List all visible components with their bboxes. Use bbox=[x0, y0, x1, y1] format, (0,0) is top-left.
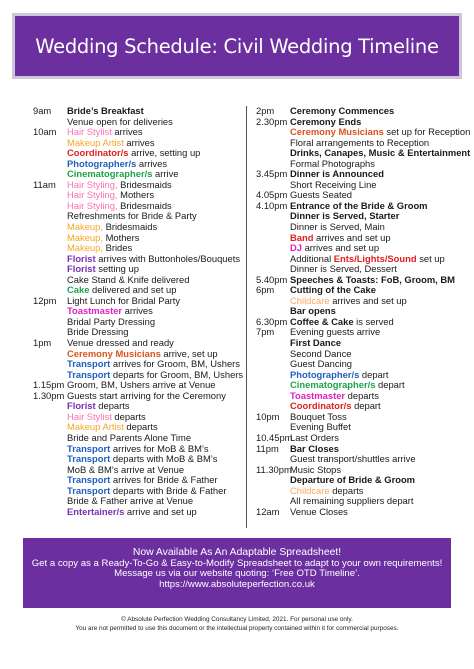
row-time bbox=[256, 359, 290, 370]
row-text: Evening Buffet bbox=[290, 421, 351, 433]
schedule-left-column bbox=[33, 105, 244, 517]
row-text: All remaining suppliers depart bbox=[290, 495, 414, 507]
row-time bbox=[33, 211, 67, 222]
row-text: Mothers bbox=[117, 189, 155, 201]
row-time: 10pm bbox=[256, 410, 280, 422]
row-time bbox=[33, 486, 67, 497]
supplier-label: Hair Styling, bbox=[67, 189, 118, 201]
schedule-row bbox=[256, 349, 464, 360]
schedule-row bbox=[33, 317, 233, 328]
row-time: 4.05pm bbox=[256, 189, 288, 201]
row-time bbox=[256, 127, 290, 138]
usage-notice: You are not permitted to use this document or the intellectual property contained within it for commercial purposes. bbox=[75, 625, 399, 632]
supplier-label: Cinematographer/s bbox=[67, 168, 153, 180]
row-text: Bride’s Breakfast bbox=[67, 105, 144, 116]
row-time bbox=[33, 433, 67, 444]
row-time bbox=[256, 380, 290, 391]
supplier-label: Makeup Artist bbox=[67, 136, 124, 148]
row-text: Short Receiving Line bbox=[290, 178, 377, 190]
supplier-label: Florist bbox=[67, 400, 96, 412]
row-text: arrives and set up bbox=[313, 231, 391, 243]
row-time: 11pm bbox=[256, 442, 279, 454]
promo-box bbox=[23, 538, 451, 608]
row-time bbox=[33, 444, 67, 455]
supplier-label: Makeup Artist bbox=[67, 421, 124, 433]
row-time: 11.30pm bbox=[256, 463, 292, 475]
row-time bbox=[256, 391, 290, 402]
row-text: Second Dance bbox=[290, 347, 352, 359]
row-text: Bouquet Toss bbox=[290, 410, 347, 422]
row-text: Groom, BM, Ushers arrive at Venue bbox=[67, 379, 216, 391]
row-time bbox=[33, 507, 67, 518]
row-text: Entrance of the Bride & Groom bbox=[290, 199, 428, 211]
row-time bbox=[256, 222, 290, 233]
row-text: arrives bbox=[122, 305, 153, 317]
row-text: Dinner is Announced bbox=[290, 168, 384, 180]
supplier-label: Ents/Lights/Sound bbox=[333, 252, 417, 264]
row-text: arrives bbox=[136, 157, 168, 169]
row-text: Refreshments for Bride & Party bbox=[67, 210, 197, 222]
row-text: Venue Closes bbox=[290, 505, 348, 517]
row-time: 11am bbox=[33, 178, 56, 190]
row-time: 6.30pm bbox=[256, 315, 288, 327]
row-time bbox=[256, 486, 290, 497]
row-text: Evening guests arrive bbox=[290, 326, 381, 338]
row-text: Departure of Bride & Groom bbox=[290, 474, 416, 486]
schedule-row bbox=[256, 507, 464, 518]
row-text: Bridesmaids bbox=[102, 221, 158, 233]
row-text: arrives for MoB & BM’s bbox=[110, 442, 209, 454]
row-text: depart bbox=[359, 368, 389, 380]
supplier-label: Hair Styling, bbox=[67, 178, 118, 190]
schedule-row bbox=[256, 296, 464, 307]
schedule-row bbox=[256, 327, 464, 338]
row-time bbox=[33, 317, 67, 328]
row-time: 2.30pm bbox=[256, 115, 288, 127]
row-text: arrive, setting up bbox=[128, 147, 201, 159]
supplier-label: Transport bbox=[67, 442, 111, 454]
row-time: 12am bbox=[256, 505, 280, 517]
row-text: Guest Dancing bbox=[290, 358, 353, 370]
supplier-label: Hair Stylist bbox=[67, 126, 112, 138]
row-time: 9am bbox=[33, 105, 52, 116]
row-text: Formal Photographs bbox=[290, 157, 375, 169]
supplier-label: Toastmaster bbox=[67, 305, 123, 317]
row-text: Guests Seated bbox=[290, 189, 353, 201]
row-text: Music Stops bbox=[290, 463, 342, 475]
schedule-row bbox=[256, 433, 464, 444]
row-text: Bridesmaids bbox=[117, 199, 172, 211]
supplier-label: Makeup, bbox=[67, 242, 103, 254]
row-time: 6pm bbox=[256, 284, 275, 296]
row-time bbox=[33, 159, 67, 170]
supplier-label: Makeup, bbox=[67, 231, 103, 243]
row-time: 7pm bbox=[256, 326, 275, 338]
row-text: MoB & BM’s arrive at Venue bbox=[67, 463, 185, 475]
row-text: arrives bbox=[111, 126, 143, 138]
row-text: Ceremony Ends bbox=[290, 115, 362, 127]
row-text: Cutting of the Cake bbox=[290, 284, 376, 296]
promo-message: Message us via our website quoting: ‘Free OTD Timeline’. bbox=[114, 568, 360, 580]
row-text: delivered and set up bbox=[89, 284, 177, 296]
supplier-label: Toastmaster bbox=[290, 389, 346, 401]
row-time: 10.45pm bbox=[256, 431, 293, 443]
title-banner bbox=[12, 13, 462, 79]
row-time bbox=[256, 233, 290, 244]
row-text: departs bbox=[329, 484, 364, 496]
row-text: is served bbox=[353, 315, 394, 327]
row-time bbox=[256, 338, 290, 349]
copyright-text: © Absolute Perfection Wedding Consultancy Limited, 2021. For personal use only. bbox=[121, 616, 353, 623]
supplier-label: DJ bbox=[290, 242, 302, 254]
supplier-label: Transport bbox=[67, 358, 111, 370]
promo-text: Get a copy as a Ready-To-Go & Easy-to-Modify Spreadsheet to adapt to your own requirements! bbox=[31, 557, 443, 569]
row-text: arrive and set up bbox=[124, 505, 197, 517]
row-time bbox=[256, 370, 290, 381]
row-text: depart bbox=[375, 379, 405, 391]
row-time bbox=[33, 190, 67, 201]
supplier-label: Cake bbox=[67, 284, 90, 296]
row-text: departs bbox=[111, 410, 146, 422]
row-text: Guest transport/shuttles arrive bbox=[290, 453, 416, 465]
supplier-label: Ceremony Musicians bbox=[67, 347, 161, 359]
schedule-row bbox=[256, 454, 464, 465]
row-text: Venue dressed and ready bbox=[67, 337, 174, 349]
row-text: Brides bbox=[102, 242, 133, 254]
supplier-label: Childcare bbox=[290, 484, 330, 496]
footer bbox=[0, 615, 474, 633]
row-time bbox=[33, 222, 67, 233]
row-time bbox=[33, 454, 67, 465]
supplier-label: Cinematographer/s bbox=[290, 379, 376, 391]
row-text: departs with Bride & Father bbox=[110, 484, 227, 496]
supplier-label: Transport bbox=[67, 368, 111, 380]
row-text: Light Lunch for Bridal Party bbox=[67, 294, 181, 306]
row-text: departs bbox=[345, 389, 379, 401]
row-text: departs with MoB & BM’s bbox=[110, 453, 218, 465]
row-text: Cake Stand & Knife delivered bbox=[67, 273, 190, 285]
row-text: Speeches & Toasts: FoB, Groom, BM bbox=[290, 273, 455, 285]
row-time bbox=[256, 254, 290, 265]
row-time bbox=[33, 243, 67, 254]
row-time bbox=[256, 243, 290, 254]
row-text: departs bbox=[123, 421, 158, 433]
supplier-label: Hair Stylist bbox=[67, 410, 112, 422]
row-time: 1.15pm bbox=[33, 379, 65, 391]
row-time: 4.10pm bbox=[256, 199, 288, 211]
row-time bbox=[256, 454, 290, 465]
supplier-label: Coordinator/s bbox=[290, 400, 352, 412]
row-text: Floral arrangements to Reception bbox=[290, 136, 430, 148]
row-text: Coffee & Cake bbox=[290, 315, 354, 327]
supplier-label: Band bbox=[290, 231, 314, 243]
row-time bbox=[33, 496, 67, 507]
page-title: Wedding Schedule: Civil Wedding Timeline bbox=[35, 34, 439, 58]
row-time bbox=[256, 296, 290, 307]
row-time bbox=[33, 359, 67, 370]
row-text: arrive bbox=[152, 168, 179, 180]
row-text: Bride Dressing bbox=[67, 326, 129, 338]
row-time: 3.45pm bbox=[256, 168, 288, 180]
schedule-row bbox=[33, 233, 233, 244]
row-time bbox=[33, 422, 67, 433]
row-time bbox=[33, 275, 67, 286]
row-text: departs bbox=[95, 400, 130, 412]
row-text: arrives bbox=[123, 136, 155, 148]
row-time bbox=[256, 349, 290, 360]
row-time bbox=[33, 465, 67, 476]
row-text: First Dance bbox=[290, 337, 342, 349]
row-text: Bridesmaids bbox=[117, 178, 172, 190]
supplier-label: Transport bbox=[67, 474, 111, 486]
row-text: arrives and set up bbox=[301, 242, 380, 254]
supplier-label: Childcare bbox=[290, 294, 330, 306]
row-text: arrives and set up bbox=[329, 294, 407, 306]
supplier-label: Photographer/s bbox=[290, 368, 360, 380]
supplier-label: Ceremony Musicians bbox=[290, 126, 384, 138]
supplier-label: Florist bbox=[67, 252, 96, 264]
row-text: Bride and Parents Alone Time bbox=[67, 431, 192, 443]
row-time bbox=[33, 201, 67, 212]
row-time bbox=[256, 148, 290, 159]
row-text: arrive, set up bbox=[160, 347, 218, 359]
row-text: arrives for Bride & Father bbox=[110, 474, 218, 486]
row-text: Ceremony Commences bbox=[290, 105, 395, 116]
row-time: 2pm bbox=[256, 105, 275, 116]
row-description bbox=[290, 507, 348, 518]
row-text: depart bbox=[351, 400, 381, 412]
row-time bbox=[256, 475, 290, 486]
website-link[interactable]: https://www.absoluteperfection.co.uk bbox=[159, 579, 315, 591]
schedule-row bbox=[256, 412, 464, 423]
row-text: setting up bbox=[95, 263, 139, 275]
row-time: 1pm bbox=[33, 337, 52, 349]
row-time bbox=[256, 138, 290, 149]
row-text: set up for Reception bbox=[383, 126, 471, 138]
promo-headline: Now Available As An Adaptable Spreadsheet! bbox=[132, 547, 342, 558]
row-text: Guests start arriving for the Ceremony bbox=[67, 389, 226, 401]
row-text: Dinner is Served, Dessert bbox=[290, 263, 397, 275]
row-text: Mothers bbox=[102, 231, 140, 243]
schedule-row bbox=[256, 401, 464, 412]
row-text: Dinner is Served, Main bbox=[290, 221, 385, 233]
row-text: Additional bbox=[290, 252, 334, 264]
row-time bbox=[33, 148, 67, 159]
row-text: departs for Groom, BM, Ushers bbox=[110, 368, 244, 380]
row-time bbox=[33, 306, 67, 317]
row-time bbox=[33, 412, 67, 423]
supplier-label: Coordinator/s bbox=[67, 147, 129, 159]
schedule-right-column bbox=[256, 105, 471, 517]
row-text: arrives for Groom, BM, Ushers bbox=[110, 358, 240, 370]
row-time bbox=[33, 475, 67, 486]
row-text: Bride & Father arrive at Venue bbox=[67, 495, 194, 507]
schedule-row bbox=[33, 391, 233, 402]
row-time bbox=[33, 401, 67, 412]
row-description bbox=[67, 507, 197, 518]
supplier-label: Entertainer/s bbox=[67, 505, 125, 517]
supplier-label: Photographer/s bbox=[67, 157, 137, 169]
schedule-row bbox=[33, 507, 233, 518]
row-text: Bar Closes bbox=[290, 442, 339, 454]
row-text: set up bbox=[416, 252, 445, 264]
row-time bbox=[33, 233, 67, 244]
row-time: 5.40pm bbox=[256, 273, 288, 285]
row-time bbox=[33, 138, 67, 149]
schedule-row bbox=[256, 180, 464, 191]
row-time: 10am bbox=[33, 126, 57, 138]
column-divider bbox=[246, 106, 247, 528]
row-time: 12pm bbox=[33, 294, 57, 306]
supplier-label: Transport bbox=[67, 453, 111, 465]
row-text: arrives with Buttonholes/Bouquets bbox=[95, 252, 241, 264]
supplier-label: Hair Styling, bbox=[67, 199, 118, 211]
supplier-label: Transport bbox=[67, 484, 111, 496]
row-text: Dinner is Served, Starter bbox=[290, 210, 400, 222]
row-text: Last Orders bbox=[290, 431, 339, 443]
schedule-row bbox=[256, 338, 464, 349]
row-time bbox=[33, 254, 67, 265]
row-text: Drinks, Canapes, Music & Entertainment bbox=[290, 147, 471, 159]
row-time bbox=[33, 264, 67, 275]
schedule-row bbox=[256, 496, 464, 507]
row-time: 1.30pm bbox=[33, 389, 65, 401]
row-text: Bridal Party Dressing bbox=[67, 315, 156, 327]
row-text: Venue open for deliveries bbox=[67, 115, 173, 127]
row-text: Bar opens bbox=[290, 305, 336, 317]
row-time bbox=[256, 211, 290, 222]
supplier-label: Florist bbox=[67, 263, 96, 275]
row-time bbox=[33, 349, 67, 360]
supplier-label: Makeup, bbox=[67, 221, 103, 233]
